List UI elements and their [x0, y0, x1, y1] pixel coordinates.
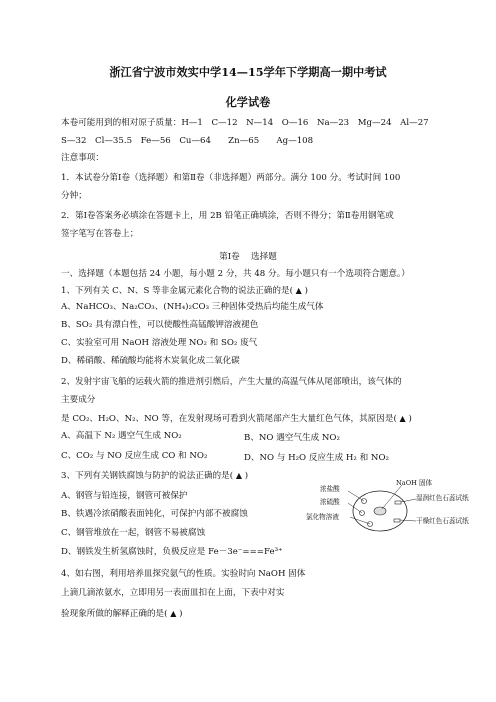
q1-stem	[61, 285, 308, 297]
q3-option-b: B、铁遇冷浓硝酸表面钝化，可保护内部不被腐蚀	[61, 509, 248, 519]
q4-stem-c	[61, 608, 182, 620]
q4-stem-a: 4、如右图，利用培养皿探究氨气的性质。实验时向 NaOH 固体	[61, 569, 306, 579]
note-1b: 分钟；	[61, 191, 87, 201]
q3-option-a: A、钢管与铅连接，钢管可被保护	[61, 491, 188, 501]
note-1a: 1．本试卷分第Ⅰ卷（选择题）和第Ⅱ卷（非选择题）两部分。满分 100 分。考试时间 100	[61, 173, 401, 183]
q2-option-d: D、NO 与 H₂O 反应生成 H₂ 和 NO₂	[244, 453, 389, 463]
subject-title: 化学试卷	[225, 95, 271, 109]
atomic-masses-line-1: 本卷可能用到的相对原子质量：H—1 C—12 N—14 O—16 Na—23 Mg—24 Al—27	[61, 118, 429, 128]
q1-option-c: C、实验室可用 NaOH 溶液处理 NO₂ 和 SO₂ 废气	[61, 338, 258, 348]
q3-stem	[61, 470, 248, 482]
q1-option-a: A、NaHCO₃、Na₂CO₃、(NH₄)₂CO₃ 三种固体受热后均能生成气体	[61, 302, 324, 312]
answer-blank-mark: ▲	[170, 608, 177, 618]
label-conc-h2so4: 浓硫酸	[320, 498, 340, 506]
q2-option-c: C、CO₂ 与 NO 反应生成 CO 和 NO₂	[61, 451, 208, 461]
answer-close: )	[408, 414, 412, 424]
answer-blank-mark: ▲	[295, 285, 302, 295]
leader-chloride	[350, 517, 370, 524]
petri-dish-diagram	[306, 479, 469, 539]
label-chloride-solution: 氯化物溶液	[306, 513, 339, 521]
q2-stem-a: 2、发射宇宙飞船的运载火箭的推进剂引燃后，产生大量的高温气体从尾部喷出，该气体的	[61, 377, 402, 387]
q4-stem-c-text: 验现象所做的解释正确的是(	[61, 609, 168, 619]
part1-heading: 第Ⅰ卷 选择题	[219, 252, 277, 262]
notes-label: 注意事项：	[61, 153, 104, 163]
note-2a: 2．第Ⅰ卷答案务必填涂在答题卡上，用 2B 铅笔正确填涂，否则不得分；第Ⅱ卷用钢笔或	[61, 211, 394, 221]
wet-litmus-paper	[395, 501, 401, 504]
note-2b: 签字笔写在答卷上；	[61, 229, 139, 239]
q2-option-a: A、高温下 N₂ 遇空气生成 NO₂	[61, 431, 182, 441]
atomic-masses-line-2: S—32 Cl—35.5 Fe—56 Cu—64 Zn—65 Ag—108	[61, 136, 314, 146]
naoh-solid-center	[374, 507, 386, 515]
q3-stem-text: 3、下列有关钢铁腐蚀与防护的说法正确的是(	[61, 471, 234, 481]
q3-option-d: D、钢铁发生析氢腐蚀时，负极反应是 Fe－3e⁻===Fe³⁺	[61, 547, 283, 557]
answer-close: )	[244, 471, 249, 481]
label-naoh-solid: NaOH 固体	[396, 479, 433, 487]
part1-instructions: 一、选择题（本题包括 24 小题，每小题 2 分，共 48 分。每小题只有一个选项符合题意。）	[61, 269, 410, 279]
label-dry-litmus: 干燥红色石蕊试纸	[416, 517, 469, 525]
label-wet-litmus: 湿润红色石蕊试纸	[416, 494, 469, 502]
q4-stem-b: 上滴几滴浓氨水，立即用另一表面皿扣在上面，下表中对实	[61, 588, 285, 598]
q3-option-c: C、钢管堆放在一起，钢管不易被腐蚀	[61, 528, 206, 538]
q1-stem-text: 1、下列有关 C、N、S 等非金属元素化合物的说法正确的是(	[61, 286, 293, 296]
q1-option-d: D、稀硝酸、稀硫酸均能将木炭氧化成二氧化碳	[61, 356, 240, 366]
q2-option-b: B、NO 遇空气生成 NO₂	[244, 433, 340, 443]
q2-stem-b: 主要成分	[61, 395, 96, 405]
leader-dry-litmus	[400, 520, 416, 521]
answer-close: )	[179, 609, 183, 619]
answer-close: )	[304, 286, 308, 296]
leader-h2so4	[348, 503, 362, 513]
q1-option-b: B、SO₂ 具有漂白性，可以使酸性高锰酸钾溶液褪色	[61, 320, 259, 330]
q2-stem-c	[61, 413, 412, 425]
exam-title: 浙江省宁波市效实中学14—15学年下学期高一期中考试	[109, 65, 387, 79]
answer-blank-mark: ▲	[399, 413, 406, 423]
answer-blank-mark: ▲	[235, 470, 242, 480]
dry-litmus-paper	[394, 519, 400, 522]
q2-stem-c-text: 是 CO₂、H₂O、N₂、NO 等，在发射现场可看到火箭尾部产生大量红色气体，其原因是(	[61, 414, 397, 424]
label-conc-hcl: 浓盐酸	[320, 485, 340, 493]
